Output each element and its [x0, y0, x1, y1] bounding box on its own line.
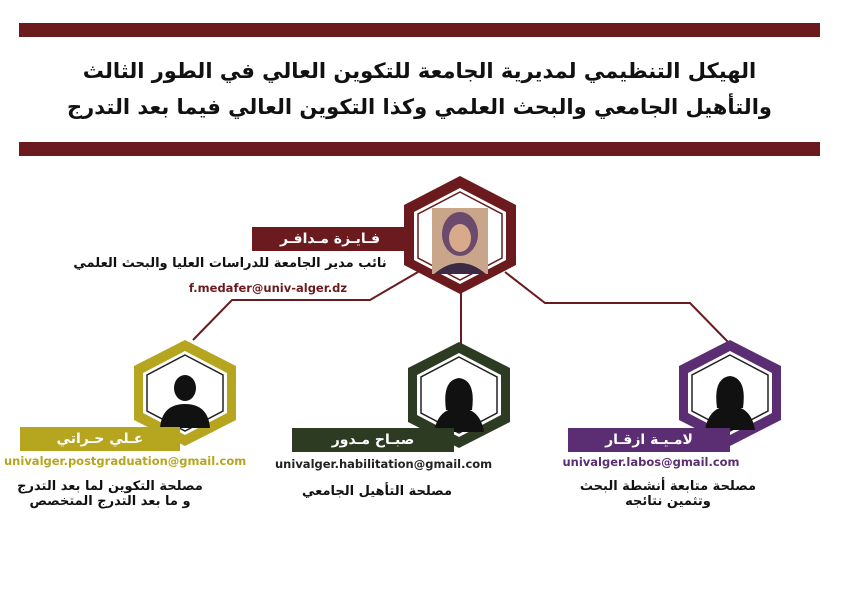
middle-role-line1: مصلحة التأهيل الجامعي [301, 484, 453, 499]
right-role-line1: مصلحة متابعة أنشطة البحث [579, 479, 757, 494]
middle-name-label: صبـاح مـدور [292, 428, 454, 452]
page-title-line1: الهيكل التنظيمي لمديرية الجامعة للتكوين العالي في الطور الثالث [82, 59, 757, 83]
photo-woman-icon [432, 208, 488, 274]
top-email-link[interactable]: f.medafer@univ-alger.dz [188, 281, 348, 295]
right-role-line2: وتثمين نتائجه [625, 494, 711, 509]
middle-email-link[interactable]: univalger.habilitation@gmail.com [275, 457, 493, 471]
page-title-line2: والتأهيل الجامعي والبحث العلمي وكذا التكوين العالي فيما بعد التدرج [67, 95, 772, 119]
right-email-link[interactable]: univalger.labos@gmail.com [562, 455, 740, 469]
top-role-text: نائب مدير الجامعة للدراسات العليا والبحث العلمي [73, 256, 387, 271]
left-role-line2: و ما بعد التدرج المتخصص [29, 494, 191, 509]
right-name-label: لامـيـة ازقـار [568, 428, 730, 452]
top-hexagon-avatar [400, 174, 520, 296]
left-name-label: عـلي حـراتي [20, 427, 180, 451]
left-role-line1: مصلحة التكوين لما بعد التدرج [17, 479, 203, 494]
left-email-link[interactable]: univalger.postgraduation@gmail.com [4, 454, 247, 468]
top-name-label: فـايـزة مـدافـر [252, 227, 408, 251]
